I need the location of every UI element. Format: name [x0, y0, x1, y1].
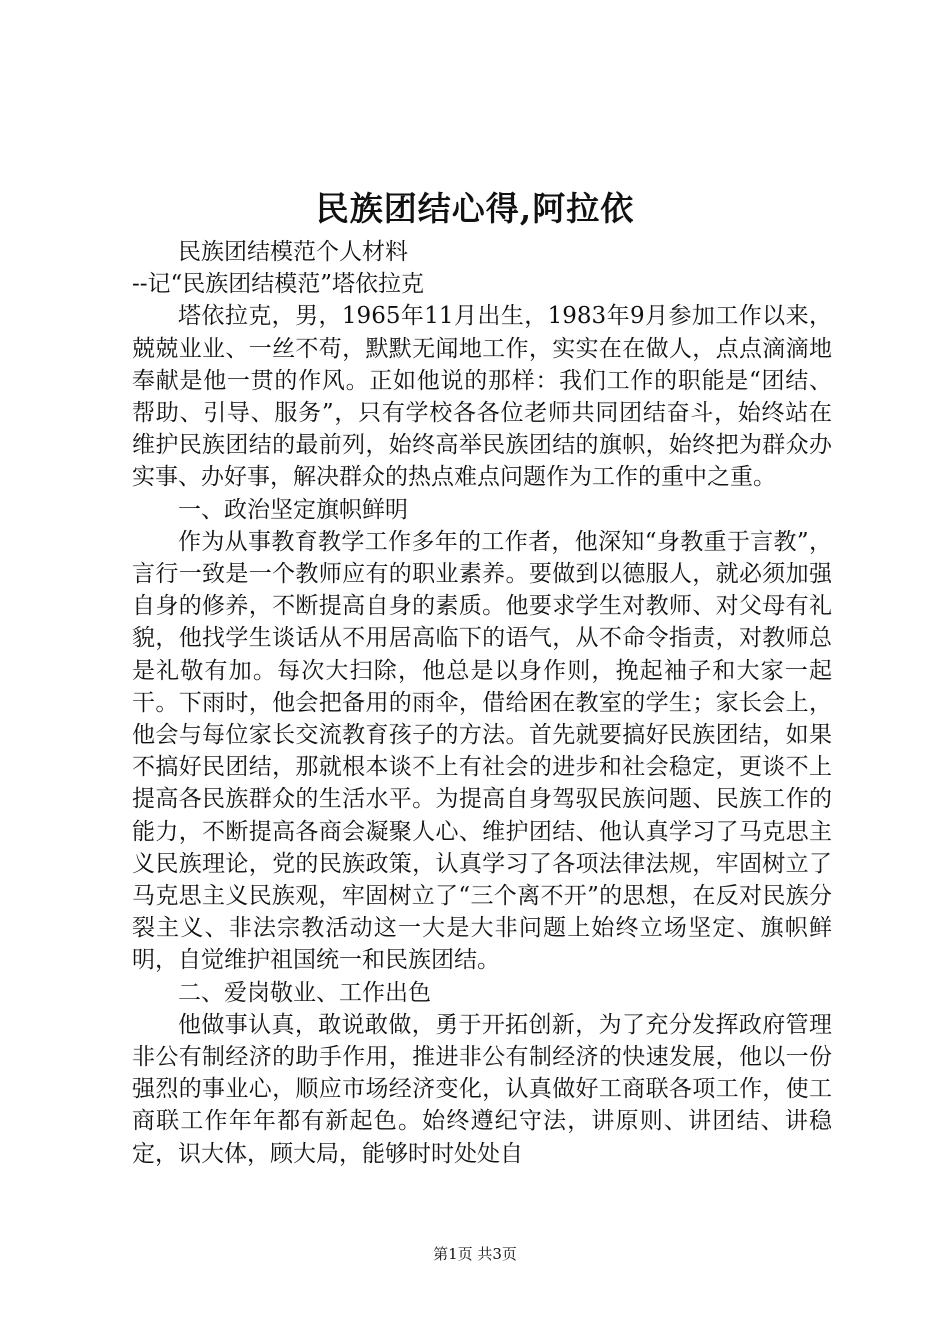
document-body — [132, 236, 832, 1170]
paragraph-section-1: 作为从事教育教学工作多年的工作者，他深知“身教重于言教”，言行一致是一个教师应有的职业素养。要做到以德服人，就必须加强自身的修养，不断提高自身的素质。他要求学生对教师、对父母有礼貌，他找学生谈话从不用居高临下的语气，从不命令指责，对教师总是礼敬有加。每次大扫除，他总是以身作则，挽起袖子和大家一起干。下雨时，他会把备用的雨伞，借给困在教室的学生；家长会上，他会与每位家长交流教育孩子的方法。首先就要搞好民族团结，如果不搞好民团结，那就根本谈不上有社会的进步和社会稳定，更谈不上提高各民族群众的生活水平。为提高自身驾驭民族问题、民族工作的能力，不断提高各商会凝聚人心、维护团结、他认真学习了马克思主义民族理论，党的民族政策，认真学习了各项法律法规，牢固树立了马克思主义民族观，牢固树立了“三个离不开”的思想，在反对民族分裂主义、非法宗教活动这一大是大非问题上始终立场坚定、旗帜鲜明，自觉维护祖国统一和民族团结。 — [132, 528, 832, 974]
paragraph-section-2: 他做事认真，敢说敢做，勇于开拓创新，为了充分发挥政府管理非公有制经济的助手作用，推进非公有制经济的快速发展，他以一份强烈的事业心，顺应市场经济变化，认真做好工商联各项工作，使工商联工作年年都有新起色。始终遵纪守法，讲原则、讲团结、讲稳定，识大体，顾大局，能够时时处处自 — [132, 1011, 832, 1167]
section-heading-2: 二、爱岗敬业、工作出色 — [178, 979, 431, 1006]
paragraph-intro: 塔依拉克，男，1965年11月出生，1983年9月参加工作以来，兢兢业业、一丝不苟，默默无闻地工作，实实在在做人，点点滴滴地奉献是他一贯的作风。正如他说的那样：我们工作的职能是“团结、帮助、引导、服务”，只有学校各各位老师共同团结奋斗，始终站在维护民族团结的最前列，始终高举民族团结的旗帜，始终把为群众办实事、办好事，解决群众的热点难点问题作为工作的重中之重。 — [132, 303, 832, 491]
document-title: 民族团结心得,阿拉依 — [315, 189, 635, 228]
paragraph-subtitle: 民族团结模范个人材料 — [178, 239, 408, 265]
paragraph-byline: --记“民族团结模范”塔依拉克 — [132, 271, 425, 298]
section-heading-1: 一、政治坚定旗帜鲜明 — [178, 496, 408, 523]
page-footer: 第1页 共3页 — [433, 1245, 517, 1263]
